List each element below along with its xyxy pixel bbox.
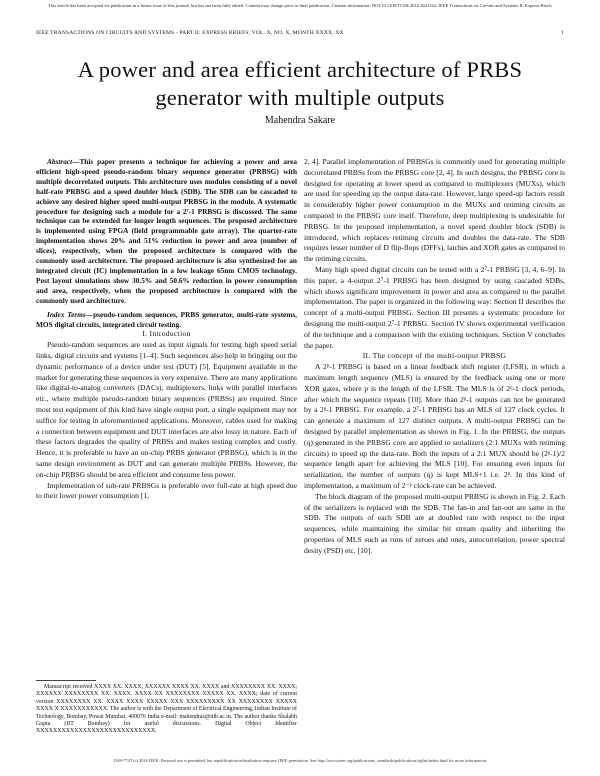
concept-paragraph-1: A 2ᵖ-1 PRBSG is based on a linear feedback shift register (LFSR), in which a maximum length sequence (MLS) is ensured by the feedback using one or more XOR gates, where p is the length of the LFSR. The MLS is of 2ᵖ-1 clock periods, after which the sequence repeats [10]. More than 2ᵖ-1 outputs can not be generated by a 2ᵖ-1 PRBSG. For example, a 2⁷-1 PRBSG has an MLS of 127 clock cycles. It can generate a maximum of 127 distinct outputs. A multi-output PRBSG can be designed by parallel implementation as shown in Fig. 1. In the PRBSG, the outputs (q) generated in the PRBSG core are applied to serializers (2:1 MUXs with retiming circuits) to speed up the data-rate. Both the inputs of a 2:1 MUX should be (2ᵖ-1)/2 sequence length apart for achieving the MLS [10]. For ensuring even inputs for serialization, the number of outputs (q) is kept MLS+1 i.e. 2ᵖ. In this kind of implementation, a maximum of 2⁻ᵖ clock-rate can be achieved. (304, 362, 565, 490)
publication-notice: This article has been accepted for publication in a future issue of this journal, but has not been fully edited. Content may change prior to final publication. Citation information: DOI 10.1109/TCSII.2016.2641162, IEEE Transactions on Circuits and Systems II: Express Briefs (48, 3, 552, 8)
concept-paragraph-2: The block diagram of the proposed multi-output PRBSG is shown in Fig. 2. Each of the serializers is replaced with the SDB. The fan-in and fan-out are same in the SDB. The outputs of each SDB are at doubled rate with respect to the input sequences, while maintaining the similar bit stream quality and inheriting the properties of MLS such as runs of zeroes and ones, autocorrelation, power spectral desity (PSD) etc. [10]. (304, 491, 565, 555)
right-column (304, 157, 565, 556)
footnote (36, 680, 297, 736)
index-terms (36, 310, 297, 330)
author-name: Mahendra Sakare (264, 115, 336, 126)
left-column (36, 157, 297, 502)
page-number: 1 (561, 30, 564, 36)
intro-paragraph-2: Implementation of sub-rate PRBSGs is preferable over full-rate at high speed due to their lower power consumption [1, (36, 480, 297, 501)
index-terms-text: —pseudo-random sequences, PRBS generator, multi-rate systems, MOS digital circuits, integrated circuit testing. (36, 309, 298, 329)
abstract-label: Abstract (47, 157, 73, 166)
intro-paragraph-1: Pseudo-random sequences are used as input signals for testing high speed serial links, digital circuits and systems [1–4]. Such sequences also help in bringing out the dynamic performance of a device under test (DUT) [5]. Equipment available in the market for generating these sequences is very expensive. There are many applications like digital-to-analog converters (DACs), multiplexers, links with parallel interfaces etc., where multiple pseudo-random binary sequences (PRBSs) are required. Since most test equipment of this kind have single output port, a single equipment may not suffice for testing in aforementioned applications. Moreover, cables used for making a connection between equipment and DUT interfaces are also lossy in nature. Each of these factors degrades the quality of PRBSs and makes testing complex and costly. Hence, it is preferable to have an on-chip PRBS generator (PRBSG), which is in the same design environment as DUT and can generate multiple PRBSs. However, the on-chip PRBSG should be area efficient and consume less power. (36, 340, 297, 479)
footnote-text: Manuscript received XXXX XX. XXXX; XXXXXX XXXX XX. XXXX and XXXXXXXX XX. XXXX; XXXXXX XXXXXXXX XX. XXXX. XXXX XX XXXXXXXX XXXXX XX. XXXX; date of current version XXXXXXXX XX. XXXX XXXX XXXXX XXX XXXXXXXXX XX XXXXXXXX XXXXX XXXX X XXXXXXXXXXX. The author is with the Department of Electrical Engineering, Indian Institute of Technology, Bombay, Powai Mumbai, 400076 India e-mail: mahendras@iitb.ac.in. The author thanks Shalabh Gupta (IIT Bombay) for useful discussions. Digital Object Identifier XXXXXXXXXXXXXXXXXXXXXXXXXXXX. (36, 684, 297, 735)
section-heading-concept: II. The concept of the multi-output PRBSG (362, 351, 507, 361)
journal-header: IEEE TRANSACTIONS ON CIRCUITS AND SYSTEMS - PART II: EXPRESS BRIEFS, VOL. X, NO. X, MONTH XXXX, XX (36, 30, 344, 36)
abstract (36, 157, 297, 306)
paper-title: A power and area efficient architecture of PRBS generator with multiple outputs (77, 57, 523, 110)
right-paragraph-2: Many high speed digital circuits can be tested with a 2⁷-1 PRBSG [3, 4, 6–9]. In this paper, a 4-output 2⁷-1 PRBSG has been designed by using cascaded SDBs, which shows significant improvement in power and area as compared to the parallel implementation. The paper is organized in the following way: Section II describes the concept of a multi-output PRBSG. Section III presents a systematic procedure for designing the multi-output 2⁷-1 PRBSG. Section IV shows experimental verification of the technique and a comparison with the existing techniques. Section V concludes the paper. (304, 264, 565, 350)
footnote-rule (36, 680, 96, 681)
copyright-footer: 1549-7747 (c) 2016 IEEE. Personal use is permitted, but republication/redistribution requires IEEE permission. See http://www.ieee.org/publications_standards/publications/rights/index.html for more information. (113, 758, 487, 763)
section-heading-introduction: I. Introduction (142, 329, 191, 339)
running-head (36, 30, 564, 36)
abstract-text: —This paper presents a technique for achieving a power and area efficient high-speed pseudo-random binary sequence generator (PRBSG) with multiple decorrelated outputs. This architecture uses modules consisting of a novel half-rate PRBSG and a speed doubler block (SDB). The SDB can be cascaded to achieve any desired higher speed multi-output PRBSG in the module. A systematic procedure for designing such a module for a 2⁷-1 PRBSG is discussed. The same technique can be extended for longer length sequences. The proposed architecture is implemented using FPGA (field programmable gate array). The quarter-rate implementation shows 20% and 51% reduction in power and area (number of slices), respectively, when the proposed architecture is compared with the commonly used architecture. The proposed architecture is also synthesized for an integrated circuit (IC) implementation in a low leakage 65nm CMOS technology. Post layout simulations show 30.5% and 50.6% reduction in power consumption and area, respectively, when the proposed architecture is compared with the commonly used architecture. (36, 157, 297, 305)
right-paragraph-1: 2, 4]. Parallel implementation of PRBSGs is commonly used for generating multiple decorrelated PRBSs from the PRBSG core [2, 4]. In such designs, the PRBSG core is designed for operating at lower speed as compared to multiplexers (MUXs), which are used for speeding up the output data-rate. However, large speed-up factors result in considerably higher power consumption in the MUXs and retiming circuits as compared to the PRBSG core itself. Therefore, deep multiplexing is undesirable for PRBSG. In the proposed implementation, a novel speed doubler block (SDB) is introduced, which replaces retiming circuits and doubles the data-rate. The SDB requires lesser number of D flip-flops (DFFs), latches and XOR gates as compared to the retiming circuits. (304, 157, 565, 264)
index-terms-label: Index Terms (47, 309, 86, 319)
